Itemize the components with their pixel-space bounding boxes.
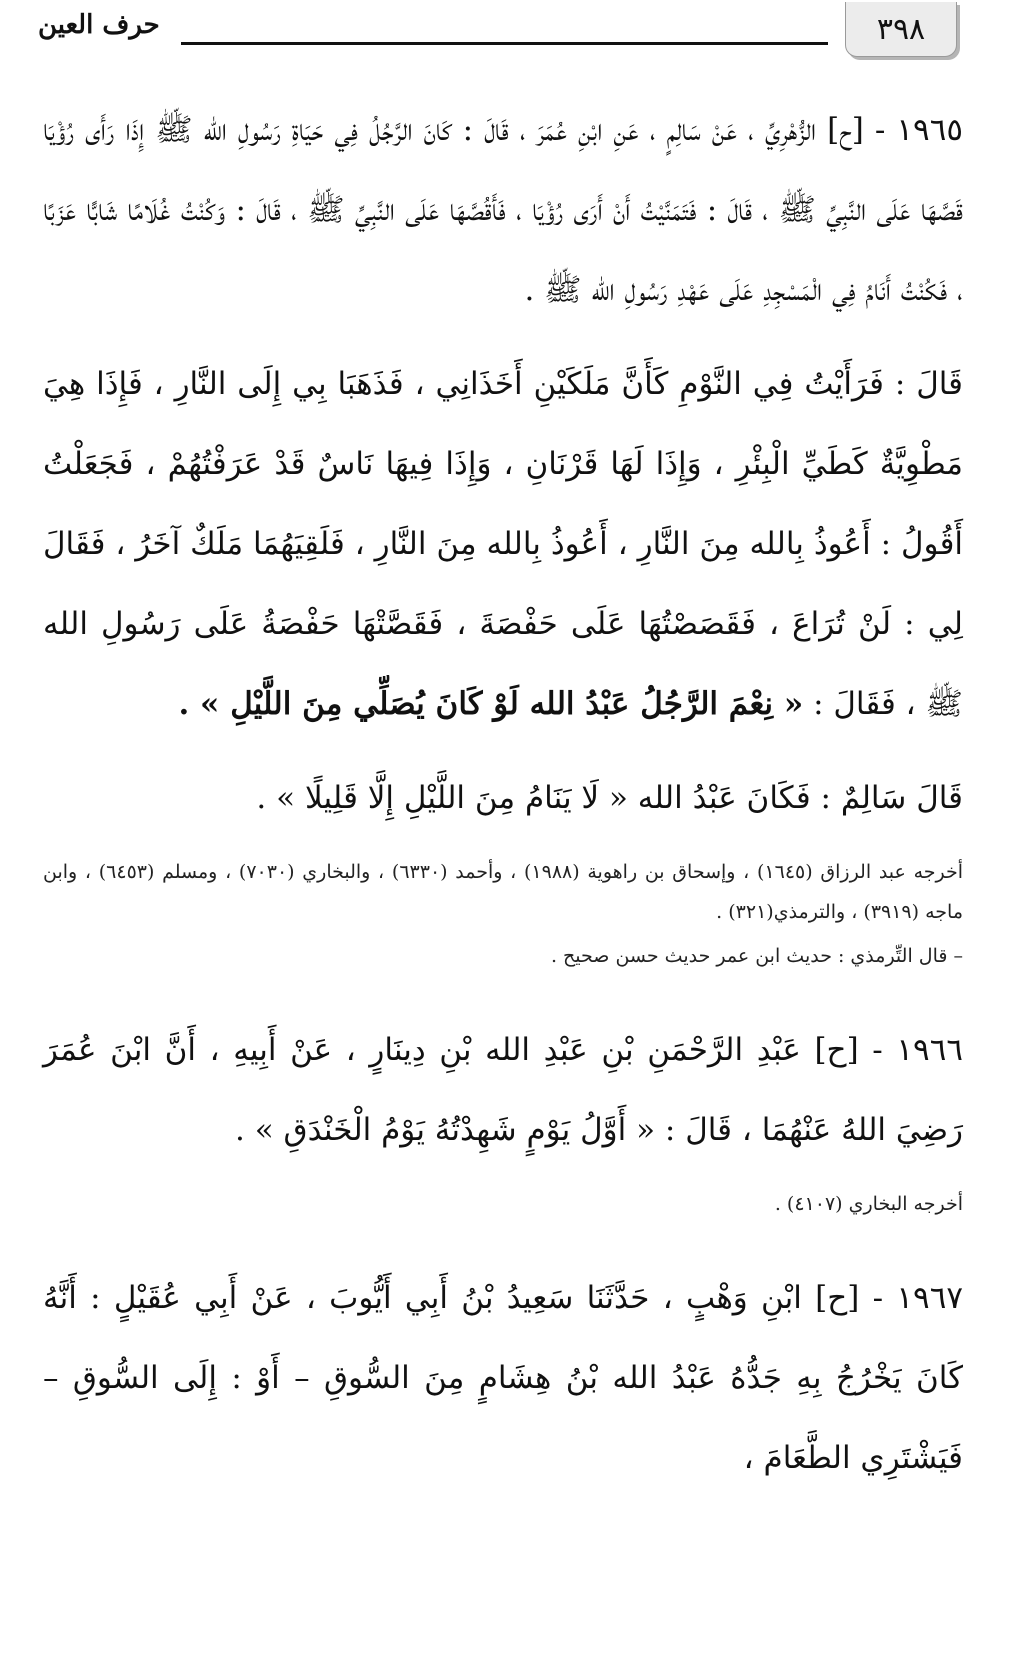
- hadith-1966-takhrij: أخرجه البخاري (٤١٠٧) .: [774, 1193, 963, 1215]
- spacer: [43, 980, 963, 1010]
- hadith-1965-salim: قَالَ سَالِمٌ : فَكَانَ عَبْدُ الله « لَا يَنَامُ مِنَ اللَّيْلِ إِلَّا قَلِيلًا » .: [256, 780, 963, 816]
- hadith-1967-text: ١٩٦٧ - [ح] ابْنِ وَهْبٍ ، حَدَّثَنَا سَعِيدُ بْنُ أَبِي أَيُّوبَ ، عَنْ أَبِي عُقَيْلٍ : أَنَّهُ كَانَ يَخْرُجُ بِهِ جَدُّهُ عَبْدُ الله بْنُ هِشَامٍ مِنَ السُّوقِ – أَوْ : إِلَى السُّوقِ – فَيَشْتَرِي الطَّعَامَ ،: [43, 1280, 963, 1476]
- hadith-1966-text: ١٩٦٦ - [ح] عَبْدِ الرَّحْمَنِ بْنِ عَبْدِ الله بْنِ دِينَارٍ ، عَنْ أَبِيهِ ، أَنَّ ابْنَ عُمَرَ رَضِيَ اللهُ عَنْهُمَا ، قَالَ : « أَوَّلُ يَوْمٍ شَهِدْتُهُ يَوْمُ الْخَنْدَقِ » .: [43, 1032, 963, 1148]
- hadith-1965-takhrij: أخرجه عبد الرزاق (١٦٤٥) ، وإسحاق بن راهوية (١٩٨٨) ، وأحمد (٦٣٣٠) ، والبخاري (٧٠٣٠) ، ومسلم (٦٤٥٣) ، وابن ماجه (٣٩١٩) ، والترمذي(٣٢١) .: [43, 861, 964, 923]
- hadith-1965-tirmidhi-note: – قال التِّرمذي : حديث ابن عمر حديث حسن صحيح .: [550, 945, 963, 967]
- page-body: [43, 90, 963, 1512]
- hadith-1965-dream-text: قَالَ : فَرَأَيْتُ فِي النَّوْمِ كَأَنَّ مَلَكَيْنِ أَخَذَانِي ، فَذَهَبَا بِي إِلَى النَّارِ ، فَإِذَا هِيَ مَطْوِيَّةٌ كَطَيِّ الْبِئْرِ ، وَإِذَا لَهَا قَرْنَانِ ، وَإِذَا فِيهَا نَاسٌ قَدْ عَرَفْتُهُمْ ، فَجَعَلْتُ أَقُولُ : أَعُوذُ بِالله مِنَ النَّارِ ، أَعُوذُ بِالله مِنَ النَّارِ ، فَلَقِيَهُمَا مَلَكٌ آخَرُ ، فَقَالَ لِي : لَنْ تُرَاعَ ، فَقَصَصْتُهَا عَلَى حَفْصَةَ ، فَقَصَّتْهَا حَفْصَةُ عَلَى رَسُولِ الله ﷺ ، فَقَالَ :: [43, 366, 963, 722]
- spacer: [43, 1228, 963, 1258]
- hadith-1965-dream: [43, 344, 963, 744]
- page-number: ٣٩٨: [845, 2, 957, 57]
- header-rule: [181, 42, 828, 45]
- page-header: [0, 0, 1010, 70]
- chapter-title: حرف العين: [38, 10, 160, 40]
- hadith-1965-text: ١٩٦٥ - [ح] الزُّهْرِيِّ ، عَنْ سَالِمٍ ، عَنِ ابْنِ عُمَرَ ، قَالَ : كَانَ الرَّجُلُ فِي حَيَاةِ رَسُولِ الله ﷺ إِذَا رَأَى رُؤْيَا قَصَّهَا عَلَى النَّبِيِّ ﷺ ، قَالَ : فَتَمَنَّيْتُ أَنْ أَرَى رُؤْيَا ، فَأَقُصَّهَا عَلَى النَّبِيِّ ﷺ ، قَالَ : وَكُنْتُ غُلَامًا شَابًّا عَزَبًا ، فَكُنْتُ أَنَامُ فِي الْمَسْجِدِ عَلَى عَهْدِ رَسُولِ الله ﷺ .: [43, 112, 963, 308]
- hadith-1965-prophet-quote: « نِعْمَ الرَّجُلُ عَبْدُ الله لَوْ كَانَ يُصَلِّي مِنَ اللَّيْلِ » .: [178, 686, 804, 722]
